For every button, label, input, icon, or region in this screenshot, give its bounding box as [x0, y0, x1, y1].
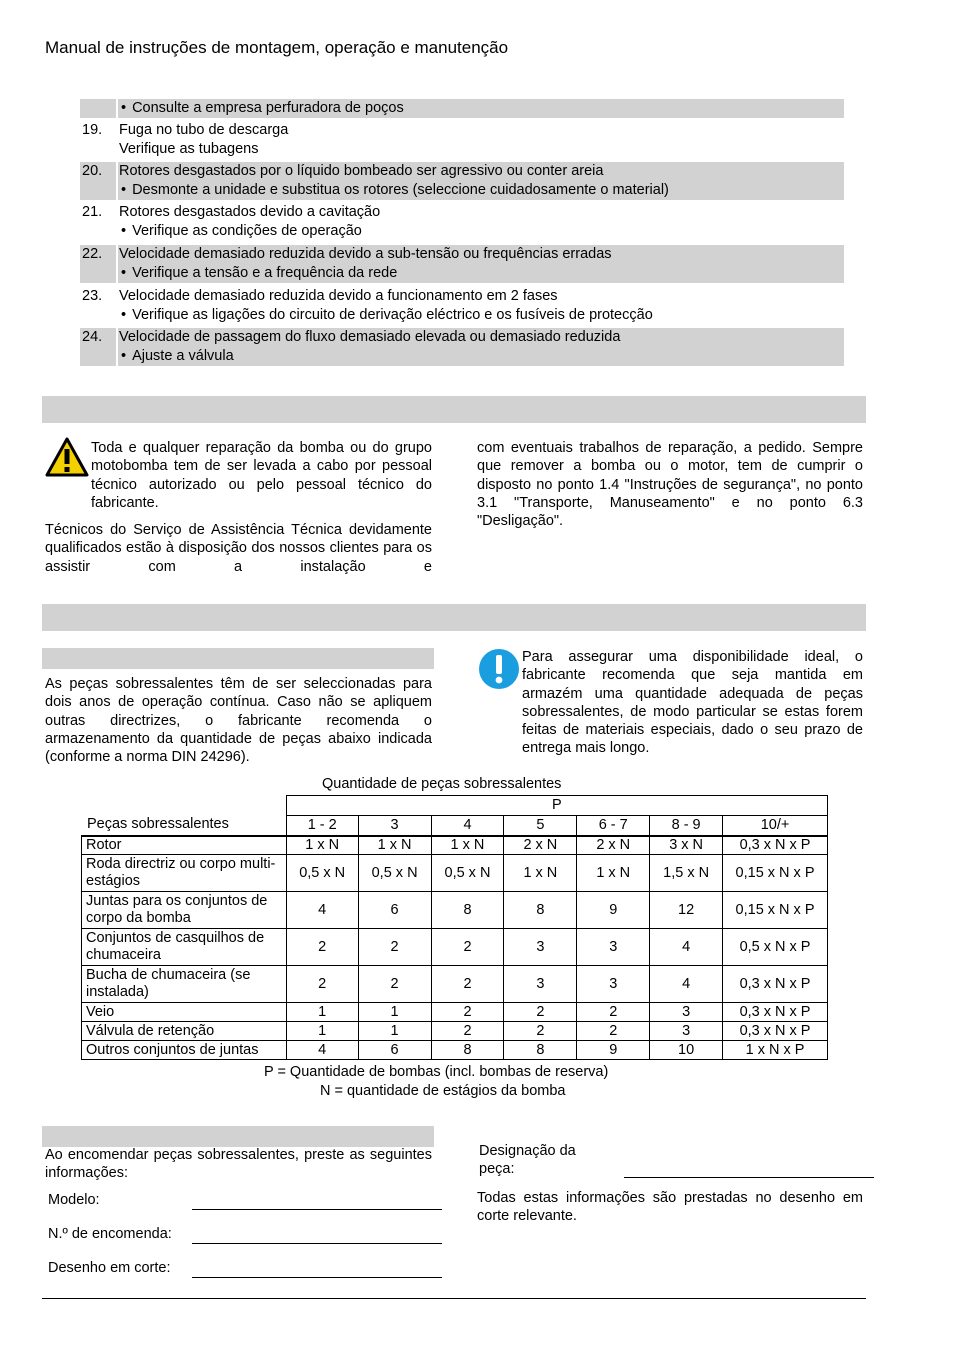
quantity-cell: 0,3 x N x P: [723, 1003, 828, 1022]
designation-label: Designação da peça:: [479, 1143, 576, 1177]
table-row: [80, 287, 844, 325]
quantity-cell: 0,5 x N: [431, 855, 504, 892]
part-name: Veio: [82, 1003, 287, 1022]
section-heading-bar: [42, 396, 866, 423]
parts-column-label: Peças sobressalentes: [87, 816, 229, 832]
column-header: 5: [504, 816, 577, 836]
column-header: 10/+: [723, 816, 828, 836]
quantity-cell: 2: [504, 1003, 577, 1022]
cause-text: Velocidade demasiado reduzida devido a sub-tensão ou frequências erradas: [119, 246, 612, 262]
quantity-cell: 0,3 x N x P: [723, 836, 828, 855]
row-number: 19.: [82, 122, 103, 138]
cause-text: Velocidade de passagem do fluxo demasiado elevada ou demasiado reduzida: [119, 329, 621, 345]
quantity-cell: 0,5 x N: [358, 855, 431, 892]
quantity-cell: 12: [650, 892, 723, 929]
remedy-text: • Verifique as ligações do circuito de derivação eléctrico e os fusíveis de protecção: [119, 306, 844, 325]
row-number: 24.: [80, 328, 116, 366]
quantity-cell: 8: [504, 892, 577, 929]
remedy-text: • Ajuste a válvula: [119, 347, 844, 366]
quantity-cell: 2: [431, 966, 504, 1003]
part-name: Juntas para os conjuntos de corpo da bomba: [82, 892, 287, 929]
model-field[interactable]: [192, 1209, 442, 1210]
remedy-text: • Desmonte a unidade e substitua os rotores (seleccione cuidadosamente o material): [119, 181, 844, 200]
part-name: Outros conjuntos de juntas: [82, 1041, 287, 1060]
row-number: 22.: [80, 245, 116, 283]
drawing-field[interactable]: [192, 1277, 442, 1278]
column-header: 4: [431, 816, 504, 836]
quantity-cell: 3 x N: [650, 836, 723, 855]
part-name: Rotor: [82, 836, 287, 855]
page-title: Manual de instruções de montagem, operação e manutenção: [45, 38, 509, 57]
cause-text: Velocidade demasiado reduzida devido a funcionamento em 2 fases: [119, 288, 558, 304]
quantity-cell: 0,15 x N x P: [723, 892, 828, 929]
quantity-cell: 3: [650, 1003, 723, 1022]
table-row: [82, 1041, 828, 1060]
table-row: [82, 892, 828, 929]
ordering-note: Todas estas informações são prestadas no desenho em corte relevante.: [477, 1190, 863, 1225]
quantity-cell: 1 x N: [577, 855, 650, 892]
table-row: [80, 328, 844, 366]
quantity-cell: 1 x N x P: [723, 1041, 828, 1060]
quantity-cell: 3: [650, 1022, 723, 1041]
designation-field[interactable]: [624, 1177, 874, 1178]
quantity-cell: 2: [577, 1003, 650, 1022]
remedy-text: Verifique as tubagens: [119, 141, 259, 157]
quantity-cell: 3: [577, 966, 650, 1003]
quantity-cell: 8: [431, 1041, 504, 1060]
warning-icon: [45, 437, 89, 477]
quantity-cell: 2: [358, 966, 431, 1003]
table-row: [80, 203, 844, 241]
quantity-cell: 3: [504, 966, 577, 1003]
info-icon: [478, 648, 520, 690]
cause-text: Fuga no tubo de descarga: [119, 122, 289, 138]
part-name: Válvula de retenção: [82, 1022, 287, 1041]
row-number: 23.: [82, 288, 103, 304]
order-number-field[interactable]: [192, 1243, 442, 1244]
quantity-cell: 1 x N: [286, 836, 358, 855]
quantity-cell: 3: [504, 929, 577, 966]
remedy-text: • Verifique as condições de operação: [119, 222, 844, 241]
quantity-cell: 1: [286, 1003, 358, 1022]
quantity-cell: 1: [358, 1022, 431, 1041]
quantity-cell: 1 x N: [504, 855, 577, 892]
row-number: 20.: [80, 162, 116, 200]
column-header: 8 - 9: [650, 816, 723, 836]
quantity-cell: 2 x N: [504, 836, 577, 855]
quantity-cell: 0,3 x N x P: [723, 966, 828, 1003]
note-n: N = quantidade de estágios da bomba: [320, 1083, 566, 1099]
spare-parts-table: [81, 795, 828, 1060]
order-number-label: N.º de encomenda:: [48, 1226, 172, 1242]
subsection-heading-bar: [42, 648, 434, 669]
quantity-cell: 10: [650, 1041, 723, 1060]
quantity-cell: 9: [577, 1041, 650, 1060]
quantity-cell: 2: [431, 929, 504, 966]
p-header: P: [286, 796, 827, 816]
section-heading-bar: [42, 604, 866, 631]
part-name: Roda directriz ou corpo multi-estágios: [82, 855, 287, 892]
service-paragraph-left: Técnicos do Serviço de Assistência Técnica devidamente qualificados estão à disposição dos nossos clientes para os assistir com a instalação e: [45, 522, 432, 575]
spare-parts-intro: As peças sobressalentes têm de ser seleccionadas para dois anos de operação contínua. Caso não se apliquem outras directrizes, o fabricante recomenda o armazenamento da quantidade de peças abaixo indicada (conforme a norma DIN 24296).: [45, 676, 432, 766]
remedy-text: • Consulte a empresa perfuradora de poços: [119, 99, 844, 118]
remedy-text: • Verifique a tensão e a frequência da rede: [119, 264, 844, 283]
quantity-cell: 4: [650, 929, 723, 966]
quantity-cell: 1: [358, 1003, 431, 1022]
quantity-cell: 2: [504, 1022, 577, 1041]
drawing-label: Desenho em corte:: [48, 1260, 171, 1276]
quantity-cell: 6: [358, 1041, 431, 1060]
warning-text: Toda e qualquer reparação da bomba ou do grupo motobomba tem de ser levada a cabo por pessoal técnico autorizado ou pelo pessoal técnico do fabricante.: [91, 440, 432, 511]
cause-text: Rotores desgastados por o líquido bombeado ser agressivo ou conter areia: [119, 163, 604, 179]
part-name: Conjuntos de casquilhos de chumaceira: [82, 929, 287, 966]
quantity-cell: 2: [286, 966, 358, 1003]
quantity-cell: 1 x N: [358, 836, 431, 855]
quantity-cell: 2: [358, 929, 431, 966]
info-text: Para assegurar uma disponibilidade ideal, o fabricante recomenda que seja mantida em armazém uma quantidade adequada de peças sobressalentes, de modo particular se estas forem feitas de materiais especiais, dado o seu prazo de entrega mais longo.: [522, 649, 863, 757]
table-row: [82, 966, 828, 1003]
service-paragraph-right: com eventuais trabalhos de reparação, a pedido. Sempre que remover a bomba ou o motor, tem de cumprir o disposto no ponto 1.4 "Instruções de segurança", no ponto 3.1 "Transporte, Manuseamento" e no ponto 6.3 "Desligação".: [477, 440, 863, 530]
table-row: [82, 836, 828, 855]
part-name: Bucha de chumaceira (se instalada): [82, 966, 287, 1003]
quantity-cell: 2: [577, 1022, 650, 1041]
quantity-cell: 2: [431, 1003, 504, 1022]
column-header: 1 - 2: [286, 816, 358, 836]
quantity-cell: 9: [577, 892, 650, 929]
quantity-cell: 1 x N: [431, 836, 504, 855]
quantity-cell: 8: [431, 892, 504, 929]
quantity-cell: 0,3 x N x P: [723, 1022, 828, 1041]
quantity-cell: 2: [286, 929, 358, 966]
quantity-cell: 4: [286, 1041, 358, 1060]
quantity-cell: 2 x N: [577, 836, 650, 855]
table-row: [80, 99, 844, 118]
table-row: [80, 121, 844, 159]
quantity-cell: 4: [650, 966, 723, 1003]
quantity-cell: 1: [286, 1022, 358, 1041]
quantity-cell: 3: [577, 929, 650, 966]
row-number: 21.: [82, 204, 103, 220]
footer-rule: [42, 1298, 866, 1299]
quantity-cell: 0,5 x N: [286, 855, 358, 892]
quantity-cell: 8: [504, 1041, 577, 1060]
quantity-cell: 2: [431, 1022, 504, 1041]
table-caption: Quantidade de peças sobressalentes: [322, 776, 562, 792]
quantity-cell: 1,5 x N: [650, 855, 723, 892]
column-header: 6 - 7: [577, 816, 650, 836]
cause-text: Rotores desgastados devido a cavitação: [119, 204, 381, 220]
quantity-cell: 6: [358, 892, 431, 929]
table-row: [80, 162, 844, 200]
table-row: [82, 855, 828, 892]
subsection-heading-bar: [42, 1126, 434, 1147]
column-header: 3: [358, 816, 431, 836]
table-row: [80, 245, 844, 283]
quantity-cell: 0,5 x N x P: [723, 929, 828, 966]
model-label: Modelo:: [48, 1192, 100, 1208]
troubleshooting-table: [80, 99, 844, 369]
table-row: [82, 929, 828, 966]
table-row: [82, 1003, 828, 1022]
quantity-cell: 0,15 x N x P: [723, 855, 828, 892]
ordering-intro: Ao encomendar peças sobressalentes, preste as seguintes informações:: [45, 1147, 432, 1182]
note-p: P = Quantidade de bombas (incl. bombas de reserva): [264, 1064, 609, 1080]
table-row: [82, 1022, 828, 1041]
quantity-cell: 4: [286, 892, 358, 929]
